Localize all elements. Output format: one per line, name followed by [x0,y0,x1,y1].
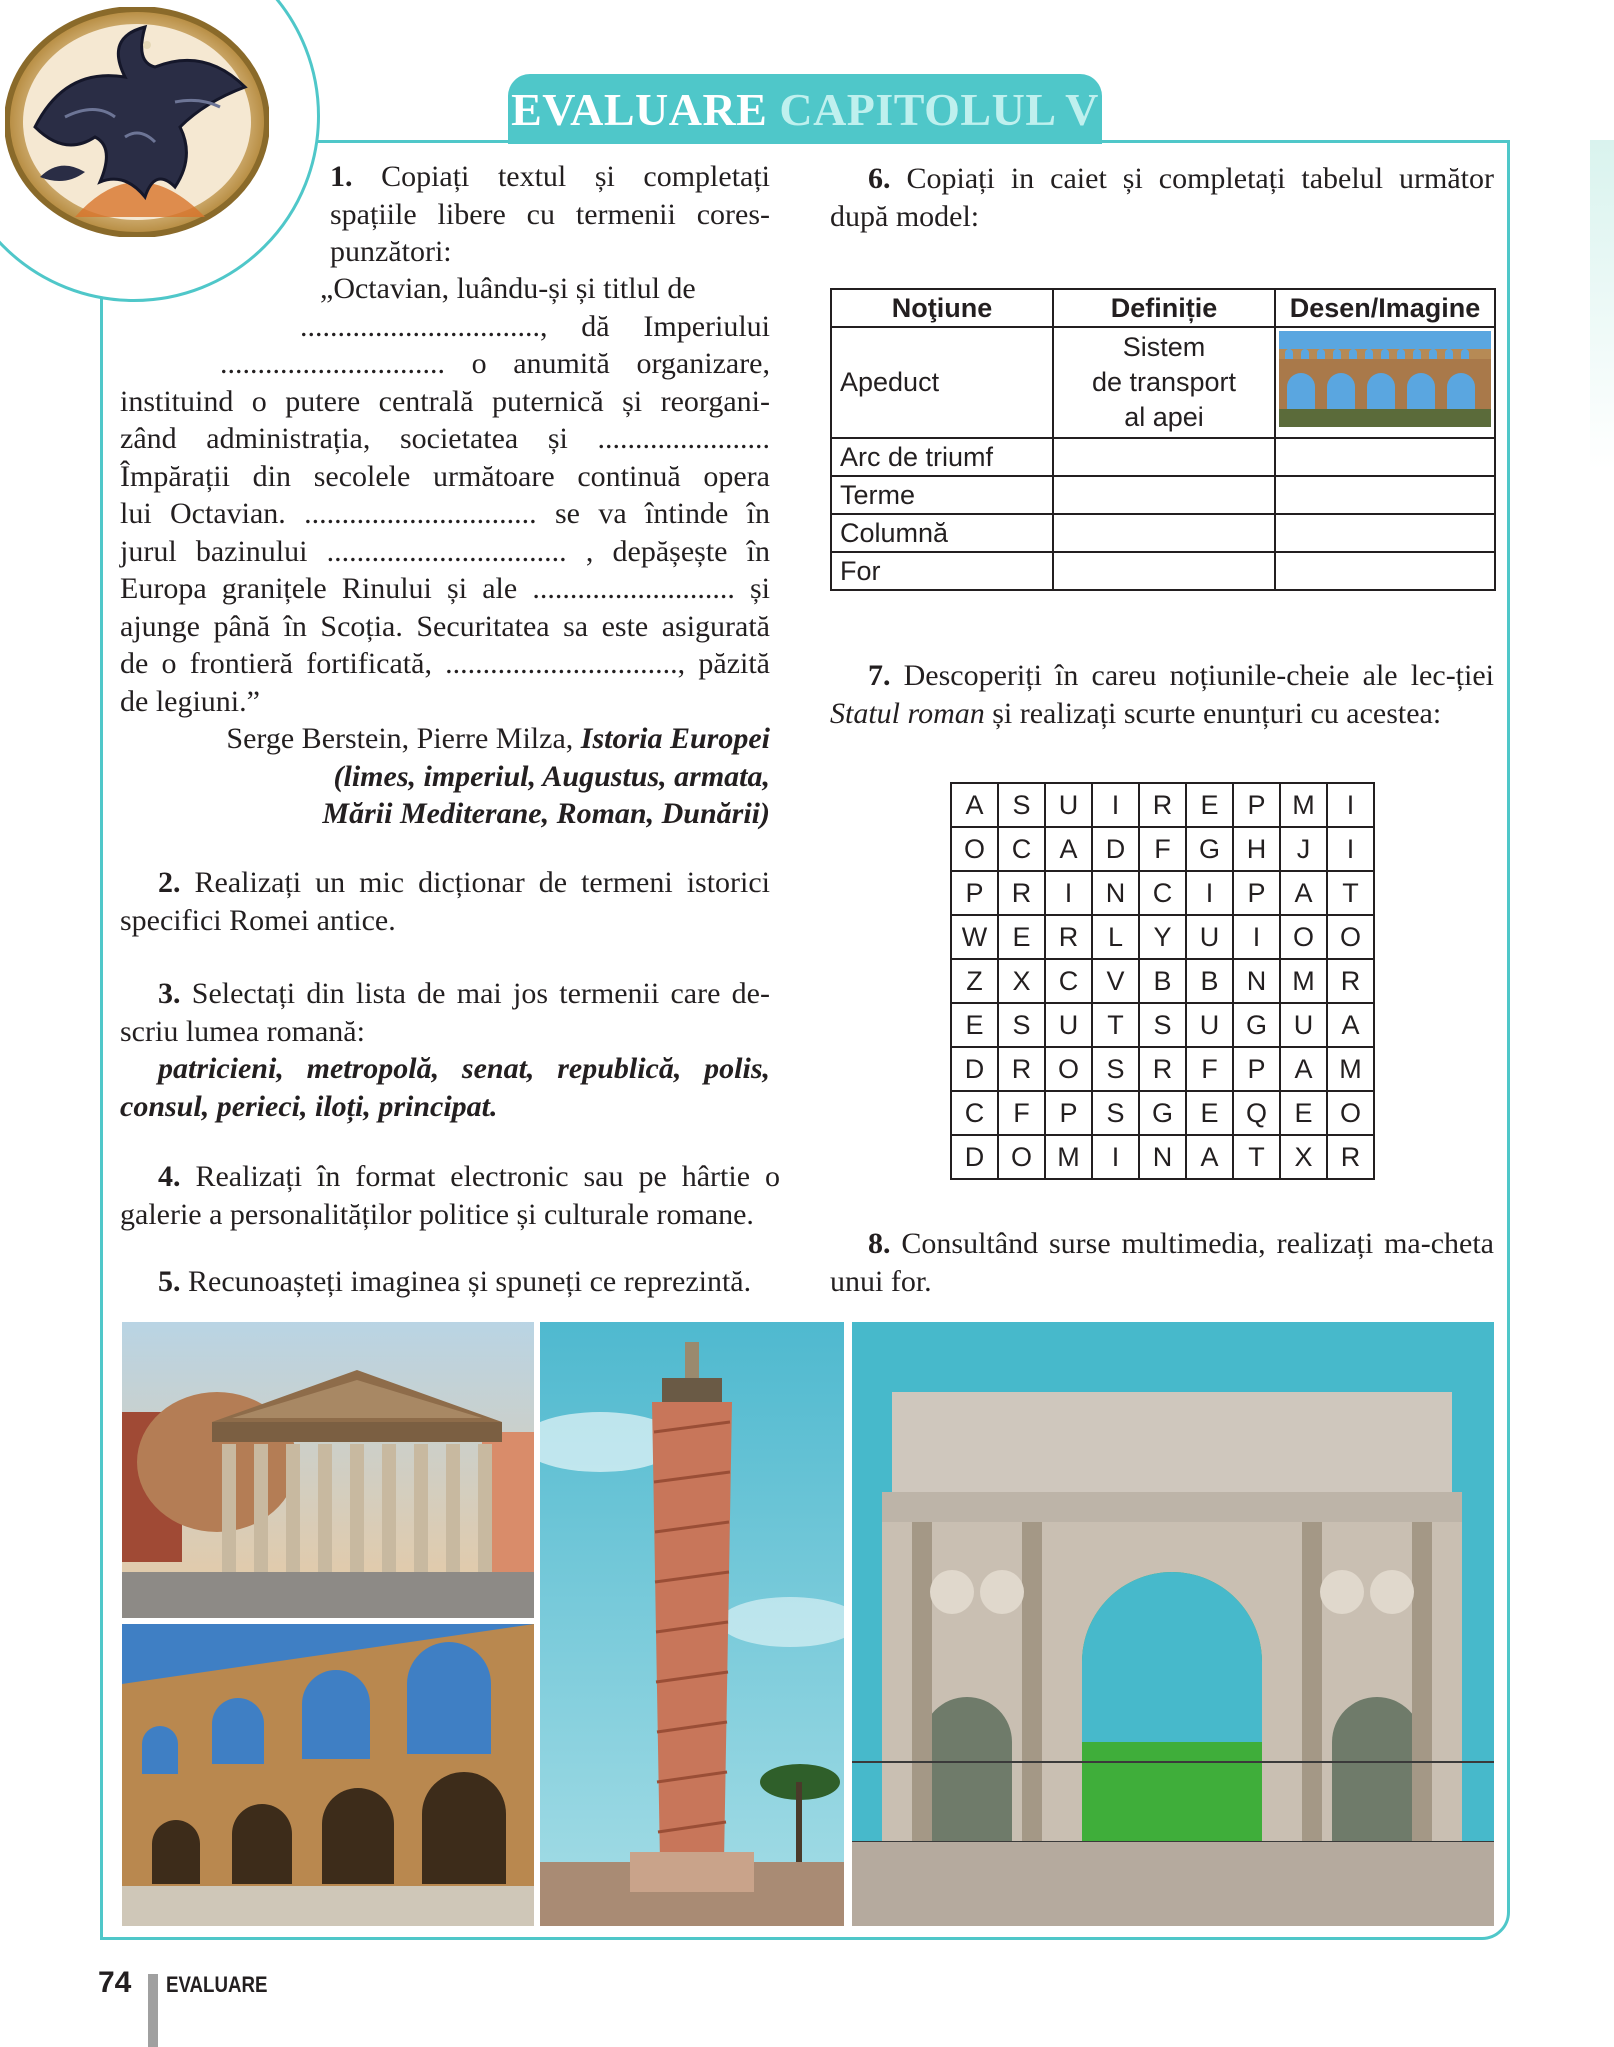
grid-cell: R [998,871,1045,915]
grid-cell: S [1139,1003,1186,1047]
text-line: Împărații din secolele următoare continuă opera [120,459,770,493]
grid-row [951,915,1374,959]
grid-cell: T [1327,871,1374,915]
grid-cell: S [998,1003,1045,1047]
grid-cell: X [998,959,1045,1003]
grid-cell: F [1139,827,1186,871]
text-line: de legiuni.” [120,684,260,718]
grid-cell: Y [1139,915,1186,959]
table-row [831,552,1495,590]
footer-section-label: EVALUARE [166,1972,268,1997]
grid-cell: O [1327,915,1374,959]
grid-row [951,1003,1374,1047]
table-row [831,476,1495,514]
grid-cell: O [1327,1091,1374,1135]
grid-cell: X [1280,1135,1327,1179]
exercise-6-number: 6. [868,162,891,195]
grid-cell: A [1045,827,1092,871]
grid-cell: E [951,1003,998,1047]
aqueduct-image [122,1624,534,1926]
eagle-cameo-icon [5,7,269,237]
text-line: ................................, dă Imperiului [300,309,770,343]
grid-cell: P [951,871,998,915]
exercise-1-instruction: Copiați textul și completați spațiile libere cu termenii cores-punzători: [330,160,771,268]
table-cell-notion: Terme [831,476,1053,514]
exercise-2-number: 2. [158,866,181,899]
grid-cell: M [1045,1135,1092,1179]
decorative-side-band [1590,140,1614,470]
exercise-4-text: Realizați în format electronic sau pe hârtie o galerie a personalităților politice și culturale romane. [120,1160,781,1231]
exercise-3 [120,975,770,1125]
grid-cell: S [1092,1047,1139,1091]
exercise-5 [158,1263,808,1301]
exercise-1-intro [330,158,770,271]
exercise-5-text: Recunoașteți imaginea și spuneți ce reprezintă. [188,1265,752,1298]
table-header: Noţiune [831,289,1053,327]
grid-cell: R [1045,915,1092,959]
grid-cell: M [1327,1047,1374,1091]
table-cell-empty [1053,476,1275,514]
text-line: instituind o putere centrală puternică și reorgani- [120,384,770,418]
aqueduct-photo [122,1624,534,1926]
grid-cell: S [1092,1091,1139,1135]
grid-cell: I [1092,1135,1139,1179]
table-model-row [831,327,1495,438]
grid-cell: C [951,1091,998,1135]
grid-cell: I [1045,871,1092,915]
exercise-5-number: 5. [158,1265,181,1298]
grid-cell: C [1139,871,1186,915]
exercise-7-text-after: și realizați scurte enunțuri cu acestea: [992,696,1442,730]
definition-line: Sistem [1122,332,1206,362]
exercise-7-text-before: Descoperiți în careu noțiunile-cheie ale lec-ției [903,659,1495,692]
grid-cell: I [1233,915,1280,959]
exercise-4 [120,1158,780,1233]
text-line: ajunge până în Scoția. Securitatea sa este asigurată [120,609,770,643]
table-cell-notion: Columnă [831,514,1053,552]
grid-cell: P [1233,1047,1280,1091]
table-cell-empty [1275,476,1495,514]
grid-cell: A [951,783,998,827]
grid-cell: P [1233,783,1280,827]
exercise-8 [830,1225,1494,1300]
grid-cell: E [1280,1091,1327,1135]
exercise-3-number: 3. [158,977,181,1010]
table-cell-empty [1053,552,1275,590]
page-number: 74 [98,1966,132,1999]
grid-cell: E [998,915,1045,959]
grid-cell: T [1092,1003,1139,1047]
exercise-3-text: Selectați din lista de mai jos termenii care de-scriu lumea romană: [120,977,770,1048]
exercise-8-text: Consultând surse multimedia, realizați ma-cheta unui for. [830,1227,1494,1298]
text-line: Europa granițele Rinului și ale ........................... și [120,572,770,605]
grid-row [951,783,1374,827]
grid-cell: A [1280,871,1327,915]
grid-row [951,1135,1374,1179]
exercise-6 [830,160,1494,235]
chapter-title-tab [508,74,1102,144]
definition-line: al apei [1124,402,1204,432]
title-evaluare: EVALUARE [511,83,768,135]
word-search-grid [950,782,1375,1180]
grid-cell: L [1092,915,1139,959]
grid-cell: H [1233,827,1280,871]
table-header: Definiție [1053,289,1275,327]
hint-terms-line-1: (limes, imperiul, Augustus, armata, [333,759,770,793]
grid-cell: R [1139,1047,1186,1091]
concepts-table [830,288,1496,591]
grid-cell: U [1045,783,1092,827]
exercise-7-number: 7. [868,659,891,692]
grid-cell: V [1092,959,1139,1003]
table-header: Desen/Imagine [1275,289,1495,327]
table-cell-notion: Arc de triumf [831,438,1053,476]
grid-row [951,827,1374,871]
grid-cell: M [1280,959,1327,1003]
grid-cell: A [1186,1135,1233,1179]
definition-line: de transport [1091,367,1237,397]
table-row [831,438,1495,476]
grid-cell: D [1092,827,1139,871]
exercise-1-text [120,270,770,833]
table-row [831,514,1495,552]
column-image [540,1322,844,1926]
source-authors: Serge Berstein, Pierre Milza, [226,722,574,755]
grid-cell: C [1045,959,1092,1003]
exercise-2-text: Realizați un mic dicționar de termeni istorici specifici Romei antice. [120,866,771,937]
grid-cell: P [1233,871,1280,915]
grid-cell: E [1186,783,1233,827]
text-line: jurul bazinului ................................ , depășește în [120,534,770,568]
grid-cell: U [1186,1003,1233,1047]
grid-cell: A [1280,1047,1327,1091]
grid-row [951,959,1374,1003]
pantheon-image [122,1322,534,1618]
grid-cell: M [1280,783,1327,827]
table-cell-empty [1275,514,1495,552]
text-line: de o frontieră fortificată, ..............................., păzită [120,647,770,680]
grid-cell: G [1139,1091,1186,1135]
grid-cell: O [1280,915,1327,959]
grid-cell: P [1045,1091,1092,1135]
grid-row [951,1091,1374,1135]
text-line: zând administrația, societatea și ....................... [120,422,770,455]
grid-cell: Q [1233,1091,1280,1135]
grid-cell: N [1233,959,1280,1003]
grid-cell: U [1186,915,1233,959]
table-cell-empty [1275,552,1495,590]
grid-cell: I [1186,871,1233,915]
text-line: lui Octavian. ............................... se va întinde în [120,497,770,530]
exercise-7-lesson-title: Statul roman [830,696,985,730]
grid-cell: B [1186,959,1233,1003]
grid-cell: D [951,1047,998,1091]
grid-cell: E [1186,1091,1233,1135]
title-chapter: CAPITOLUL V [779,83,1099,135]
grid-cell: I [1327,827,1374,871]
grid-row [951,871,1374,915]
footer-divider [148,1974,158,2047]
table-cell-empty [1275,438,1495,476]
aqueduct-thumbnail [1279,331,1491,427]
grid-cell: D [951,1135,998,1179]
grid-cell: A [1327,1003,1374,1047]
table-header-row [831,289,1495,327]
grid-cell: B [1139,959,1186,1003]
exercise-3-terms: patricieni, metropolă, senat, republică, polis, consul, perieci, iloți, principat. [120,1052,770,1123]
hint-terms-line-2: Mării Mediterane, Roman, Dunării) [322,797,770,830]
grid-cell: R [1327,959,1374,1003]
grid-cell: U [1045,1003,1092,1047]
grid-cell: S [998,783,1045,827]
grid-cell: F [998,1091,1045,1135]
table-cell-notion: For [831,552,1053,590]
exercise-4-number: 4. [158,1160,181,1193]
grid-cell: N [1139,1135,1186,1179]
grid-cell: R [1139,783,1186,827]
exercise-6-text: Copiați in caiet și completați tabelul următor după model: [830,162,1495,233]
source-title: Istoria Europei [580,722,770,755]
text-line: .............................. o anumită organizare, [220,347,770,380]
grid-cell: W [951,915,998,959]
arch-image [852,1322,1494,1926]
table-cell-empty [1053,438,1275,476]
exercise-8-number: 8. [868,1227,891,1260]
grid-cell: F [1186,1047,1233,1091]
grid-cell: G [1186,827,1233,871]
table-cell-empty [1053,514,1275,552]
exercise-7 [830,657,1494,732]
grid-cell: I [1327,783,1374,827]
exercise-2 [120,864,770,939]
grid-cell: R [998,1047,1045,1091]
table-cell-image [1275,327,1495,438]
grid-cell: O [951,827,998,871]
exercise-1-number: 1. [330,160,353,193]
grid-cell: G [1233,1003,1280,1047]
grid-cell: Z [951,959,998,1003]
pantheon-photo [122,1322,534,1618]
grid-row [951,1047,1374,1091]
grid-cell: C [998,827,1045,871]
grid-cell: T [1233,1135,1280,1179]
table-cell-notion: Apeduct [831,327,1053,438]
arch-of-constantine-photo [852,1322,1494,1926]
grid-cell: O [1045,1047,1092,1091]
grid-cell: R [1327,1135,1374,1179]
text-line: „Octavian, luându-și și titlul de [320,272,696,305]
trajan-column-photo [540,1322,844,1926]
table-cell-definition [1053,327,1275,438]
grid-cell: U [1280,1003,1327,1047]
grid-cell: N [1092,871,1139,915]
grid-cell: J [1280,827,1327,871]
grid-cell: I [1092,783,1139,827]
grid-cell: O [998,1135,1045,1179]
source-citation [120,720,770,758]
